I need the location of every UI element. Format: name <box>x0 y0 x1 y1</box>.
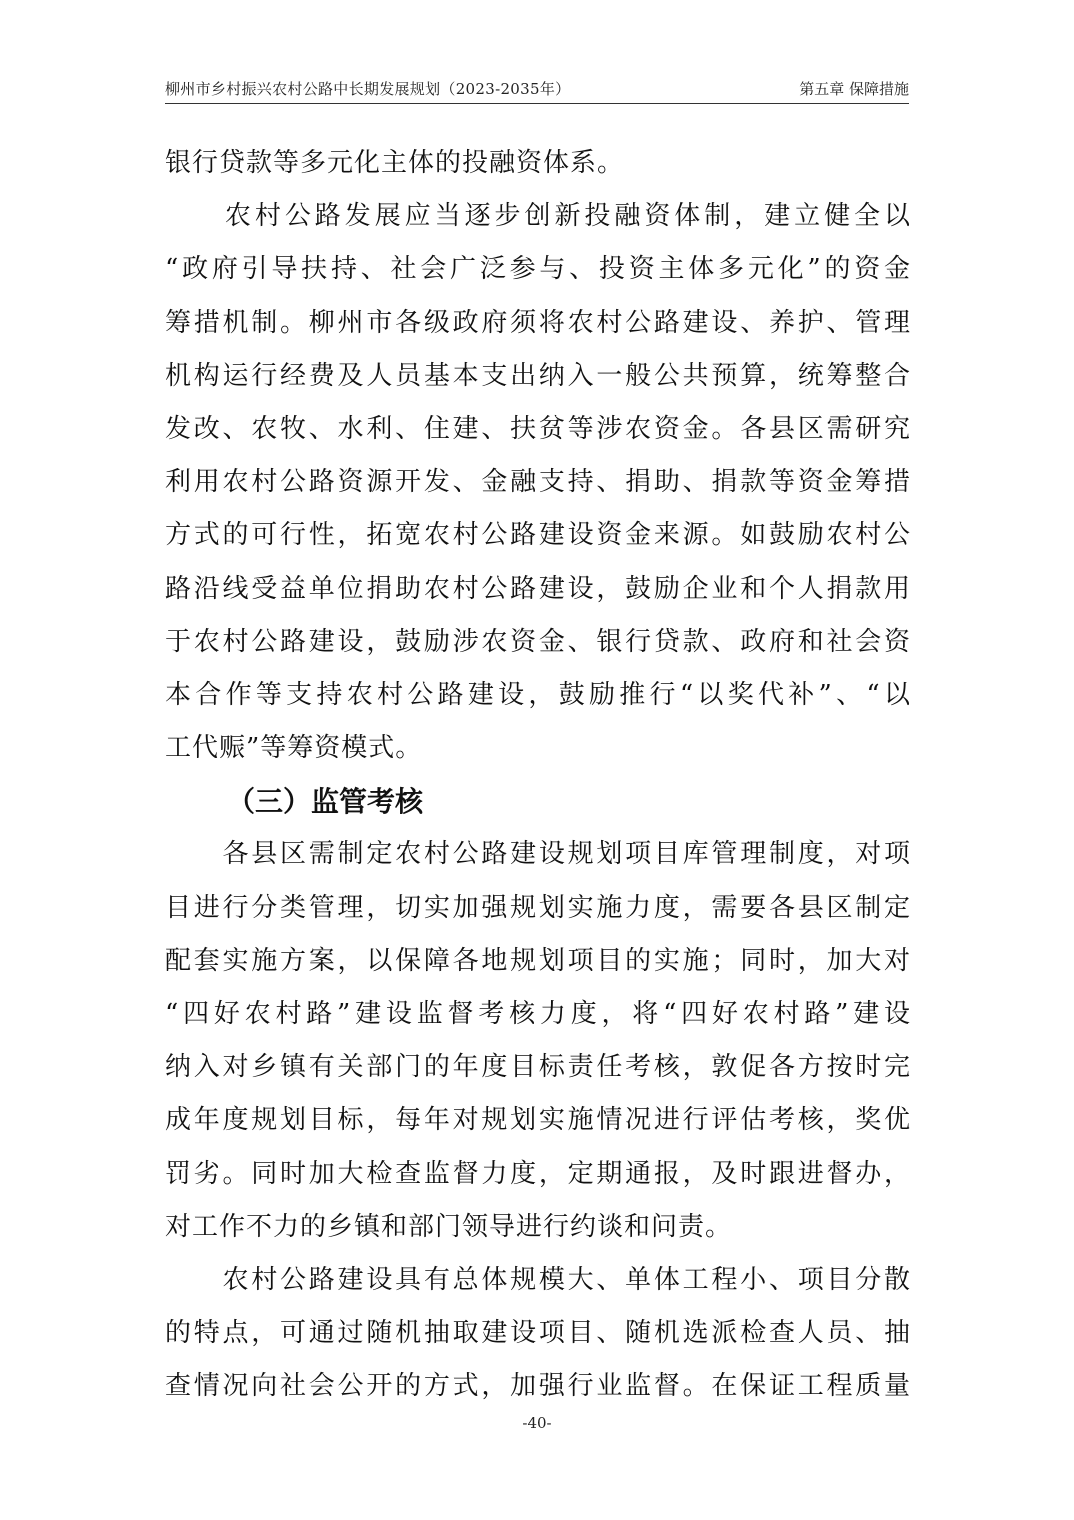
text-line: 农村公路建设具有总体规模大、单体工程小、项目分散 <box>165 1264 911 1295</box>
section-heading: （三）监管考核 <box>227 785 424 819</box>
text-line: 目进行分类管理，切实加强规划实施力度，需要各县区制定 <box>165 892 911 923</box>
text-line: 路沿线受益单位捐助农村公路建设，鼓励企业和个人捐款用 <box>165 573 911 604</box>
text-line: 利用农村公路资源开发、金融支持、捐助、捐款等资金筹措 <box>165 467 911 498</box>
text-line: 纳入对乡镇有关部门的年度目标责任考核，敦促各方按时完 <box>165 1052 911 1083</box>
text-line: 机构运行经费及人员基本支出纳入一般公共预算，统筹整合 <box>165 360 911 391</box>
page-number: -40- <box>522 1414 552 1432</box>
text-line: 对工作不力的乡镇和部门领导进行约谈和问责。 <box>165 1211 733 1242</box>
text-line: 本合作等支持农村公路建设，鼓励推行“以奖代补”、“以 <box>165 679 911 710</box>
text-line: “政府引导扶持、社会广泛参与、投资主体多元化”的资金 <box>165 254 911 285</box>
header-chapter: 第五章 保障措施 <box>799 80 909 98</box>
text-line: 工代赈”等筹资模式。 <box>165 733 423 764</box>
header-title: 柳州市乡村振兴农村公路中长期发展规划（2023-2035年） <box>165 80 571 98</box>
text-line: 银行贷款等多元化主体的投融资体系。 <box>165 148 625 178</box>
text-line: 查情况向社会公开的方式，加强行业监督。在保证工程质量 <box>165 1371 911 1402</box>
text-line: 筹措机制。柳州市各级政府须将农村公路建设、养护、管理 <box>165 307 911 338</box>
text-line: 于农村公路建设，鼓励涉农资金、银行贷款、政府和社会资 <box>165 626 911 657</box>
header-divider <box>165 103 909 104</box>
document-body <box>165 137 911 1414</box>
text-line: 配套实施方案，以保障各地规划项目的实施；同时，加大对 <box>165 945 911 976</box>
text-line: 农村公路发展应当逐步创新投融资体制，建立健全以 <box>165 201 911 232</box>
text-line: “四好农村路”建设监督考核力度，将“四好农村路”建设 <box>165 999 911 1029</box>
text-line: 方式的可行性，拓宽农村公路建设资金来源。如鼓励农村公 <box>165 520 911 551</box>
text-line: 各县区需制定农村公路建设规划项目库管理制度，对项 <box>165 839 911 870</box>
text-line: 成年度规划目标，每年对规划实施情况进行评估考核，奖优 <box>165 1105 911 1136</box>
text-line: 罚劣。同时加大检查监督力度，定期通报，及时跟进督办， <box>165 1158 911 1189</box>
text-line: 的特点，可通过随机抽取建设项目、随机选派检查人员、抽 <box>165 1318 911 1349</box>
text-line: 发改、农牧、水利、住建、扶贫等涉农资金。各县区需研究 <box>165 413 911 444</box>
